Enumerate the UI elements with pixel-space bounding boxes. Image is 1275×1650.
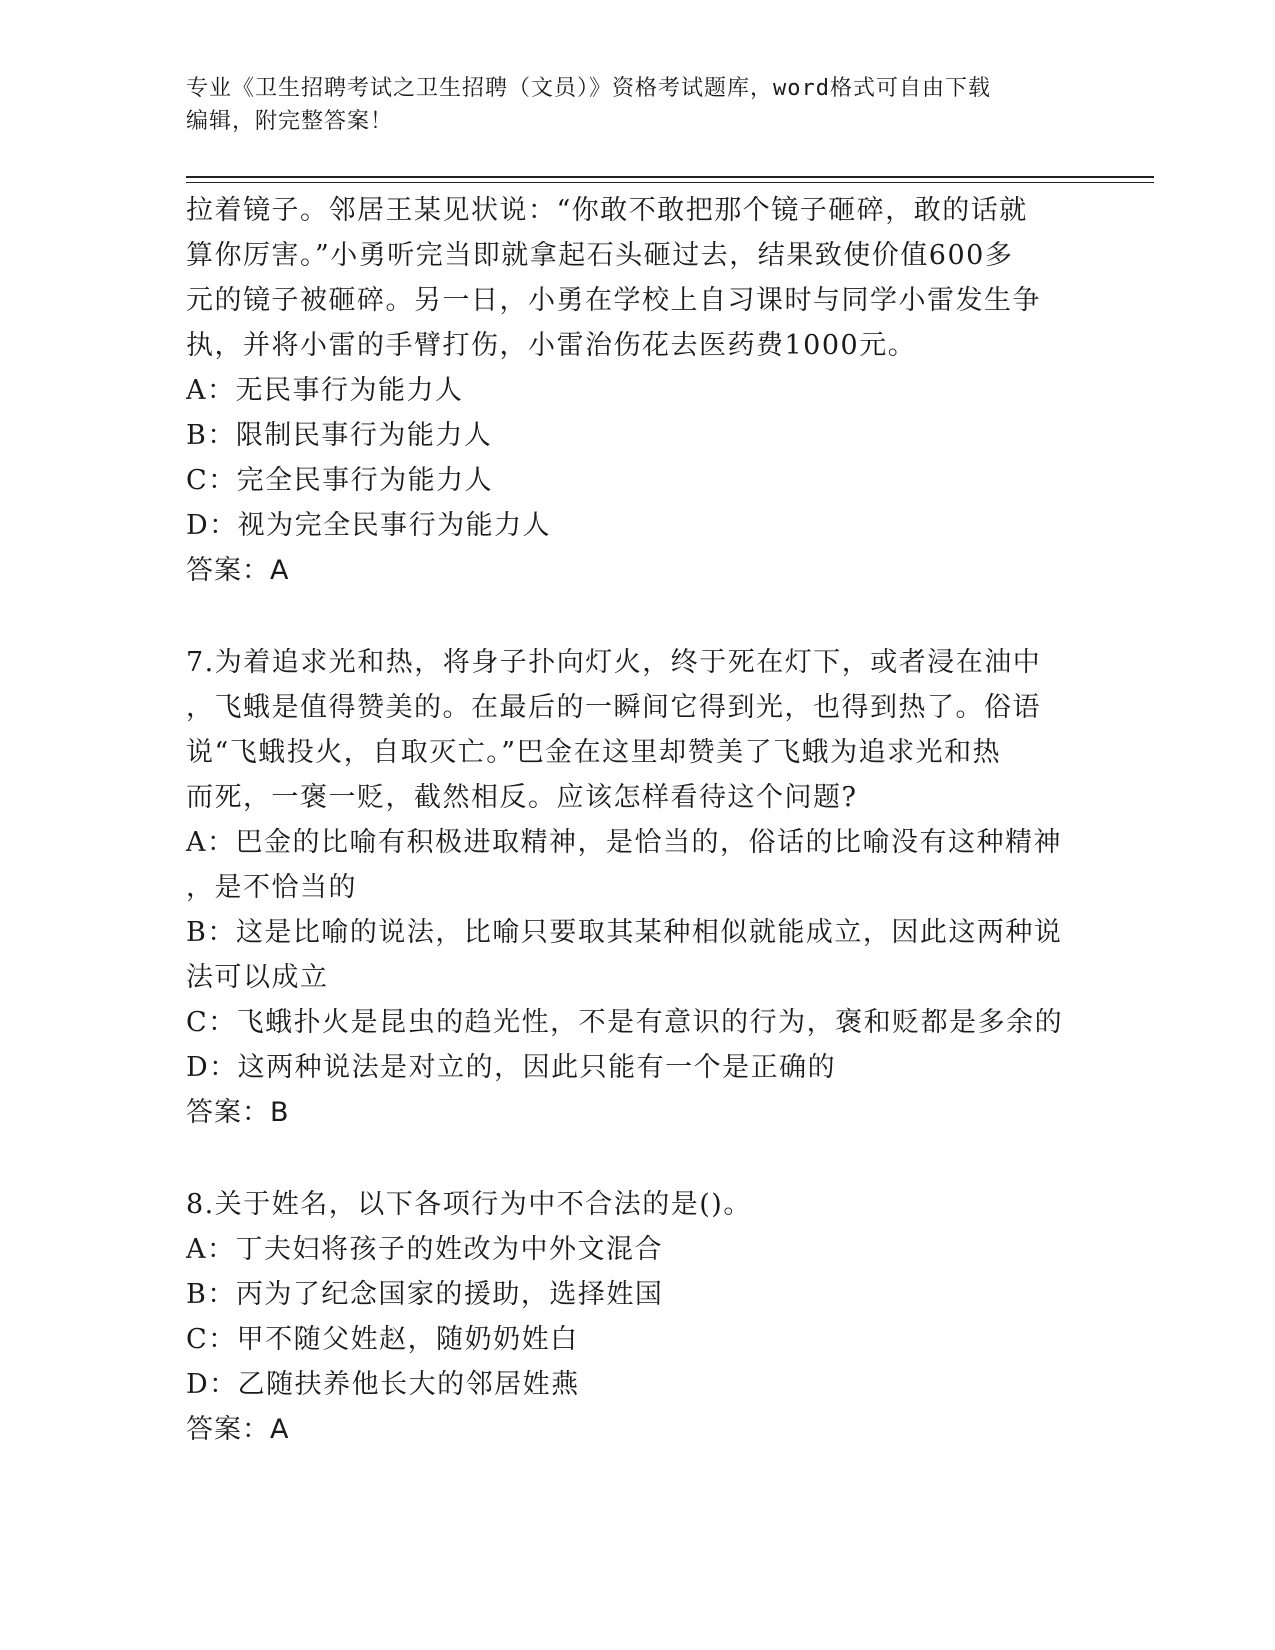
answer-label: 答案：A xyxy=(186,555,290,586)
option-c: C：飞蛾扑火是昆虫的趋光性，不是有意识的行为，褒和贬都是多余的 xyxy=(186,1007,1064,1038)
question-text-line: 8.关于姓名，以下各项行为中不合法的是()。 xyxy=(186,1189,752,1220)
header-divider-thick xyxy=(186,176,1154,178)
question-spacer xyxy=(186,593,1086,640)
option-d: D：乙随扶养他长大的邻居姓燕 xyxy=(186,1369,580,1400)
option-b: B：丙为了纪念国家的援助，选择姓国 xyxy=(186,1279,664,1310)
option-b-continued: 法可以成立 xyxy=(186,962,329,993)
document-header xyxy=(186,72,1086,138)
question-6 xyxy=(186,188,1086,593)
header-line-2: 编辑，附完整答案！ xyxy=(186,109,394,134)
header-divider-thin xyxy=(186,182,1154,183)
option-a: A：巴金的比喻有积极进取精神，是恰当的，俗话的比喻没有这种精神 xyxy=(186,827,1062,858)
question-text-line: ，飞蛾是值得赞美的。在最后的一瞬间它得到光，也得到热了。俗语 xyxy=(186,692,1041,723)
option-a: A：无民事行为能力人 xyxy=(186,375,464,406)
option-a: A：丁夫妇将孩子的姓改为中外文混合 xyxy=(186,1234,663,1265)
question-text-line: 执，并将小雷的手臂打伤，小雷治伤花去医药费1000元。 xyxy=(186,330,917,361)
question-8 xyxy=(186,1182,1086,1452)
question-spacer xyxy=(186,1135,1086,1182)
question-text-line: 而死，一褒一贬，截然相反。应该怎样看待这个问题? xyxy=(186,782,858,813)
question-text-line: 元的镜子被砸碎。另一日，小勇在学校上自习课时与同学小雷发生争 xyxy=(186,285,1041,316)
answer-label: 答案：B xyxy=(186,1097,290,1128)
question-text-line: 拉着镜子。邻居王某见状说：“你敢不敢把那个镜子砸碎，敢的话就 xyxy=(186,195,1028,226)
question-text-line: 说“飞蛾投火，自取灭亡。”巴金在这里却赞美了飞蛾为追求光和热 xyxy=(186,737,1002,768)
question-text-line: 7.为着追求光和热，将身子扑向灯火，终于死在灯下，或者浸在油中 xyxy=(186,647,1042,678)
option-a-continued: ，是不恰当的 xyxy=(186,872,357,903)
option-c: C：甲不随父姓赵，随奶奶姓白 xyxy=(186,1324,579,1355)
answer-label: 答案：A xyxy=(186,1414,290,1445)
option-d: D：这两种说法是对立的，因此只能有一个是正确的 xyxy=(186,1052,837,1083)
option-c: C：完全民事行为能力人 xyxy=(186,465,494,496)
option-b: B：这是比喻的说法，比喻只要取其某种相似就能成立，因此这两种说 xyxy=(186,917,1063,948)
option-d: D：视为完全民事行为能力人 xyxy=(186,510,552,541)
question-text-line: 算你厉害。”小勇听完当即就拿起石头砸过去，结果致使价值600多 xyxy=(186,240,1014,271)
option-b: B：限制民事行为能力人 xyxy=(186,420,493,451)
document-body xyxy=(186,188,1086,1452)
question-7 xyxy=(186,640,1086,1135)
header-line-1: 专业《卫生招聘考试之卫生招聘（文员）》资格考试题库，word格式可自由下载 xyxy=(186,76,991,101)
